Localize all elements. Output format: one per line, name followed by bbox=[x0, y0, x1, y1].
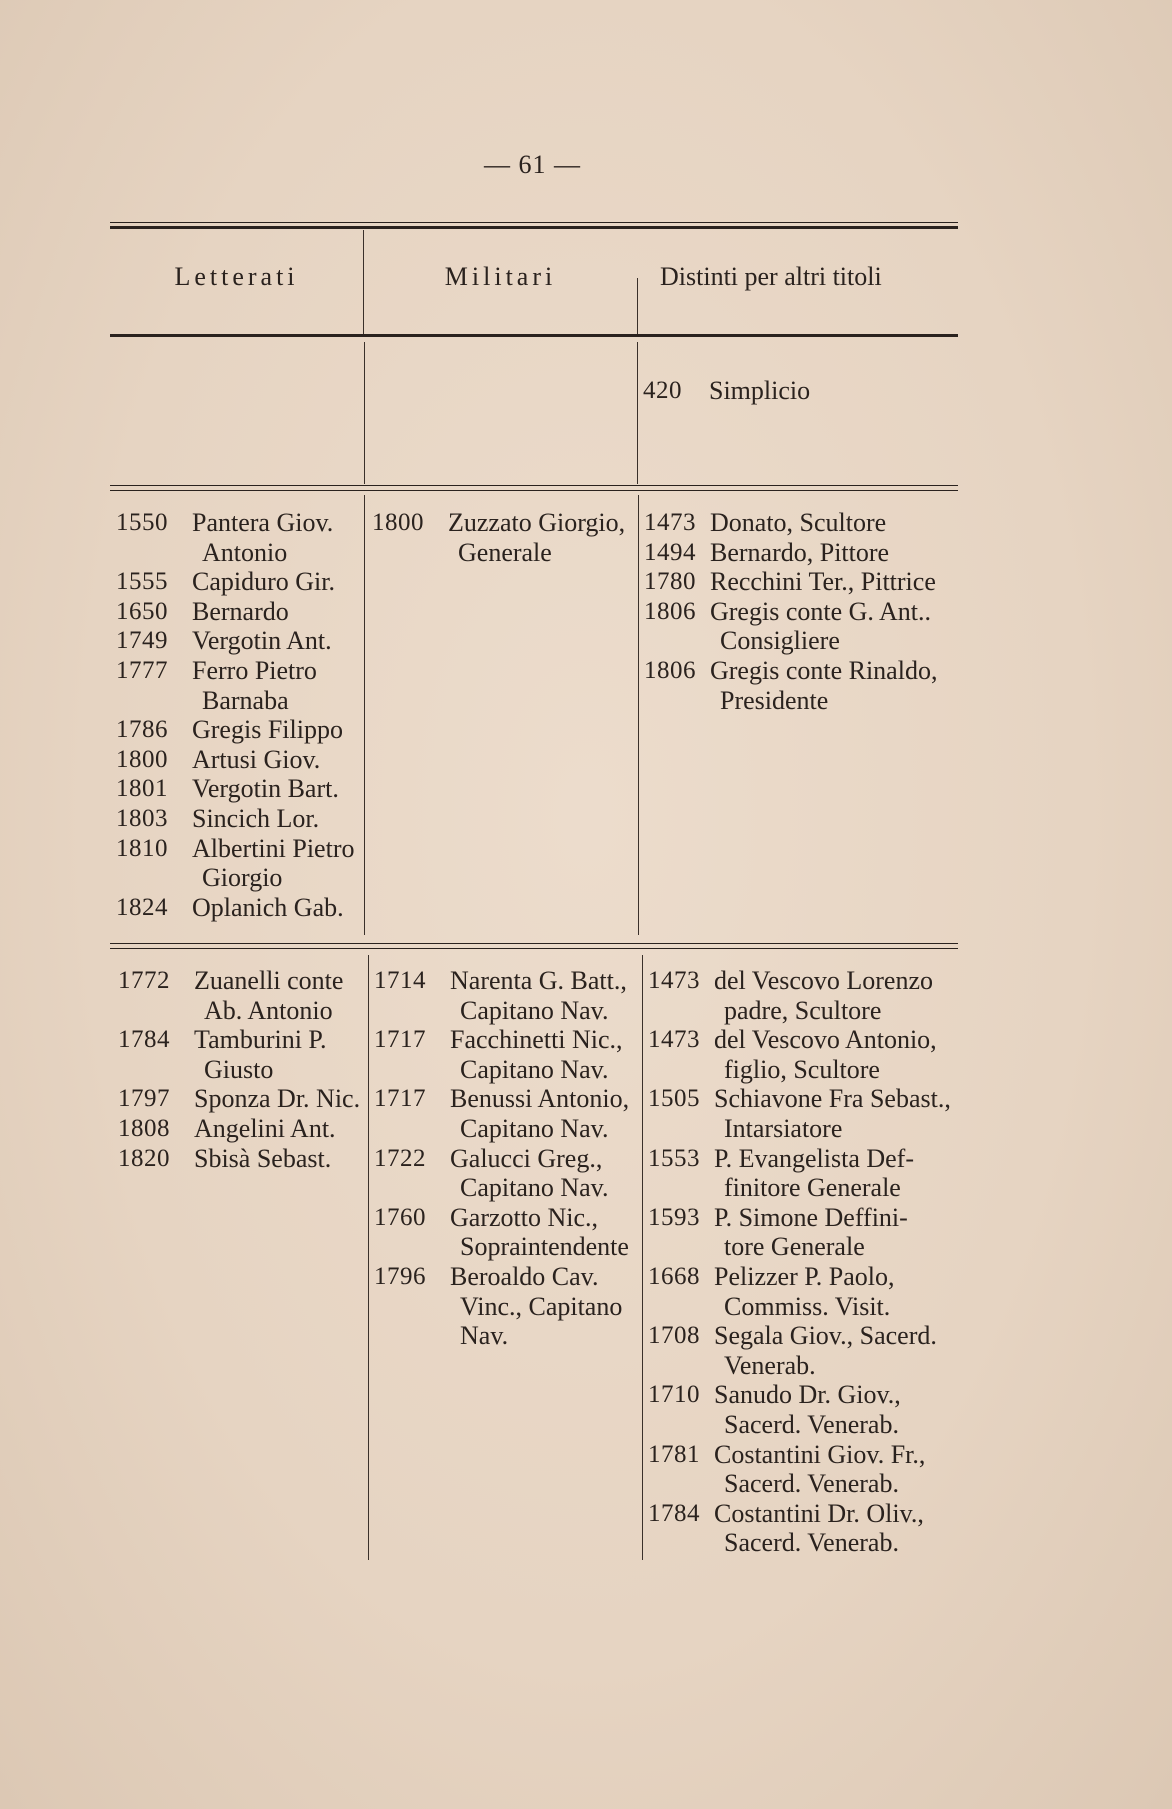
entry-name: Narenta G. Batt., bbox=[450, 966, 627, 995]
entry-year: 1473 bbox=[648, 967, 700, 994]
entry-name: Gregis Filippo bbox=[192, 715, 343, 745]
entry-year: 1555 bbox=[116, 568, 168, 596]
entry-year: 1824 bbox=[116, 893, 168, 921]
section-2-rule-b bbox=[110, 948, 958, 949]
entry-text bbox=[192, 508, 372, 567]
entry-name: Capiduro Gir. bbox=[192, 567, 335, 597]
entry-continuation: Nav. bbox=[460, 1321, 509, 1351]
entry-name: Artusi Giov. bbox=[192, 744, 321, 774]
entry-text bbox=[194, 1025, 374, 1084]
entry-year: 1780 bbox=[644, 568, 696, 596]
entry-letterati bbox=[118, 1114, 374, 1144]
header-letterati: Letterati bbox=[174, 262, 299, 291]
entry-name: Ferro Pietro bbox=[192, 655, 317, 685]
entry-name: Vergotin Ant. bbox=[192, 626, 332, 656]
entry-year: 1717 bbox=[374, 1026, 426, 1054]
entry-continuation: Barnaba bbox=[202, 685, 289, 715]
entry-year: 1800 bbox=[372, 509, 424, 536]
entry-year: 1784 bbox=[648, 1499, 700, 1527]
entry-year: 1710 bbox=[648, 1381, 700, 1409]
entry-continuation: Consigliere bbox=[720, 626, 840, 656]
entry-text bbox=[714, 1499, 960, 1558]
entry-name: P. Evangelista Def- bbox=[714, 1143, 915, 1173]
entry-distinti bbox=[643, 376, 958, 406]
section-2 bbox=[110, 508, 958, 928]
entry-name: P. Simone Deffini- bbox=[714, 1202, 908, 1232]
entry-name: Zuanelli conte bbox=[194, 966, 344, 995]
entry-name: Gregis conte G. Ant.. bbox=[710, 596, 931, 626]
entry-militari bbox=[374, 1084, 646, 1143]
entry-text bbox=[710, 656, 958, 715]
entry-text bbox=[714, 1380, 960, 1439]
entry-year: 1803 bbox=[116, 804, 168, 832]
section-1-divider-2 bbox=[637, 342, 638, 484]
entry-year: 1808 bbox=[118, 1114, 170, 1142]
entry-distinti bbox=[648, 1440, 960, 1499]
entry-distinti bbox=[648, 966, 960, 1025]
entry-name: Recchini Ter., Pittrice bbox=[710, 567, 936, 597]
entry-continuation: Capitano Nav. bbox=[460, 1173, 609, 1203]
entry-continuation: tore Generale bbox=[724, 1232, 865, 1262]
entry-name: Tamburini P. bbox=[194, 1025, 327, 1055]
entry-continuation: Generale bbox=[458, 537, 552, 567]
entry-militari bbox=[374, 966, 646, 1025]
header-bottom-rule bbox=[110, 334, 958, 337]
entry-text bbox=[192, 626, 372, 656]
entry-name: Albertini Pietro bbox=[192, 833, 355, 863]
entry-name: Costantini Dr. Oliv., bbox=[714, 1498, 924, 1528]
section-1-rule-a bbox=[110, 485, 958, 486]
entry-year: 1777 bbox=[116, 656, 168, 684]
header-distinti: Distinti per altri titoli bbox=[660, 262, 882, 291]
entry-year: 1473 bbox=[648, 1026, 700, 1054]
entry-year: 1797 bbox=[118, 1085, 170, 1113]
entry-name: Facchinetti Nic., bbox=[450, 1025, 623, 1055]
entry-name: Simplicio bbox=[709, 376, 811, 405]
section-1-distinti bbox=[643, 376, 958, 406]
section-2-rule-a bbox=[110, 943, 958, 944]
entry-distinti bbox=[644, 567, 958, 597]
entry-text bbox=[194, 966, 374, 1025]
entry-continuation: Sacerd. Venerab. bbox=[724, 1469, 899, 1499]
entry-name: Benussi Antonio, bbox=[450, 1084, 630, 1114]
entry-continuation: Antonio bbox=[202, 537, 288, 567]
entry-year: 1714 bbox=[374, 967, 426, 994]
entry-continuation: Presidente bbox=[720, 685, 829, 715]
entry-continuation: Giorgio bbox=[202, 863, 283, 893]
entry-text bbox=[450, 1025, 646, 1084]
entry-name: Sponza Dr. Nic. bbox=[194, 1084, 361, 1114]
entry-distinti bbox=[644, 656, 958, 715]
entry-letterati bbox=[116, 834, 372, 893]
entry-name: Garzotto Nic., bbox=[450, 1202, 599, 1232]
entry-name: del Vescovo Lorenzo bbox=[714, 966, 934, 995]
entry-text bbox=[710, 508, 958, 538]
entry-year: 1760 bbox=[374, 1203, 426, 1231]
entry-letterati bbox=[116, 893, 372, 923]
entry-distinti bbox=[648, 1262, 960, 1321]
entry-text bbox=[192, 715, 372, 745]
entry-text bbox=[192, 745, 372, 775]
entry-distinti bbox=[644, 538, 958, 568]
entry-continuation: Venerab. bbox=[724, 1350, 816, 1380]
entry-year: 1473 bbox=[644, 509, 696, 536]
entry-continuation: Sopraintendente bbox=[460, 1232, 629, 1262]
entry-name: Costantini Giov. Fr., bbox=[714, 1439, 926, 1469]
entry-letterati bbox=[116, 626, 372, 656]
entry-letterati bbox=[116, 745, 372, 775]
entry-name: Donato, Scultore bbox=[710, 508, 887, 537]
entry-year: 1505 bbox=[648, 1085, 700, 1113]
entry-text bbox=[192, 597, 372, 627]
entry-text bbox=[710, 567, 958, 597]
entry-militari bbox=[374, 1144, 646, 1203]
entry-text bbox=[194, 1084, 374, 1114]
entry-year: 1772 bbox=[118, 967, 170, 994]
entry-year: 1786 bbox=[116, 716, 168, 744]
entry-militari bbox=[372, 508, 644, 567]
entry-text bbox=[192, 774, 372, 804]
entry-letterati bbox=[116, 774, 372, 804]
entry-continuation: Capitano Nav. bbox=[460, 1113, 609, 1143]
entry-militari bbox=[374, 1025, 646, 1084]
entry-letterati bbox=[116, 597, 372, 627]
section-2-letterati bbox=[116, 508, 372, 922]
entry-year: 1806 bbox=[644, 656, 696, 684]
entry-year: 1553 bbox=[648, 1144, 700, 1172]
entry-year: 1722 bbox=[374, 1144, 426, 1172]
entry-name: Angelini Ant. bbox=[194, 1113, 336, 1143]
section-3-distinti bbox=[648, 966, 960, 1558]
entry-text bbox=[192, 893, 372, 923]
section-1-rule-b bbox=[110, 490, 958, 491]
entry-continuation: Sacerd. Venerab. bbox=[724, 1528, 899, 1558]
entry-letterati bbox=[116, 508, 372, 567]
entry-year: 1650 bbox=[116, 597, 168, 625]
entry-name: Sbisà Sebast. bbox=[194, 1143, 332, 1173]
entry-year: 1749 bbox=[116, 627, 168, 655]
entry-letterati bbox=[118, 1025, 374, 1084]
entry-text bbox=[192, 656, 372, 715]
entry-year: 420 bbox=[643, 377, 682, 404]
entry-distinti bbox=[644, 597, 958, 656]
entry-text bbox=[192, 804, 372, 834]
entry-continuation: Intarsiatore bbox=[724, 1113, 843, 1143]
entry-distinti bbox=[648, 1025, 960, 1084]
entry-year: 1781 bbox=[648, 1440, 700, 1468]
entry-text bbox=[194, 1114, 374, 1144]
top-rule-thick bbox=[110, 226, 958, 229]
entry-continuation: Capitano Nav. bbox=[460, 1054, 609, 1084]
entry-name: Bernardo bbox=[192, 596, 289, 626]
entry-text bbox=[192, 567, 372, 597]
entry-continuation: padre, Scultore bbox=[724, 995, 882, 1025]
entry-text bbox=[450, 966, 646, 1025]
entry-year: 1800 bbox=[116, 745, 168, 773]
entry-text bbox=[714, 1321, 960, 1380]
header-divider-2 bbox=[637, 278, 638, 335]
section-2-militari bbox=[372, 508, 644, 567]
entry-text bbox=[714, 1203, 960, 1262]
section-2-distinti bbox=[644, 508, 958, 715]
entry-year: 1494 bbox=[644, 538, 696, 566]
entry-text bbox=[192, 834, 372, 893]
entry-continuation: Commiss. Visit. bbox=[724, 1291, 891, 1321]
entry-text bbox=[450, 1144, 646, 1203]
section-3-divider-2 bbox=[642, 955, 643, 1560]
entry-name: Sincich Lor. bbox=[192, 803, 320, 833]
entry-year: 1796 bbox=[374, 1262, 426, 1290]
entry-letterati bbox=[118, 1084, 374, 1114]
entry-text bbox=[448, 508, 644, 567]
entry-continuation: Vinc., Capitano bbox=[460, 1291, 623, 1321]
entry-text bbox=[714, 966, 960, 1025]
entry-letterati bbox=[118, 966, 374, 1025]
entry-distinti bbox=[648, 1321, 960, 1380]
entry-name: del Vescovo Antonio, bbox=[714, 1025, 937, 1055]
entry-letterati bbox=[116, 715, 372, 745]
entry-text bbox=[194, 1144, 374, 1174]
page-number: — 61 — bbox=[484, 150, 581, 179]
entry-letterati bbox=[116, 804, 372, 834]
entry-text bbox=[714, 1144, 960, 1203]
section-3 bbox=[110, 966, 958, 1566]
entry-text bbox=[450, 1084, 646, 1143]
entry-name: Oplanich Gab. bbox=[192, 892, 344, 922]
entry-year: 1550 bbox=[116, 509, 168, 536]
entry-distinti bbox=[648, 1203, 960, 1262]
entry-continuation: finitore Generale bbox=[724, 1173, 901, 1203]
entry-text bbox=[714, 1262, 960, 1321]
entry-text bbox=[714, 1084, 960, 1143]
entry-year: 1668 bbox=[648, 1262, 700, 1290]
entry-name: Beroaldo Cav. bbox=[450, 1261, 599, 1291]
entry-year: 1810 bbox=[116, 834, 168, 862]
section-1-divider-1 bbox=[364, 342, 365, 484]
entry-distinti bbox=[648, 1380, 960, 1439]
entry-text bbox=[710, 597, 958, 656]
entry-name: Zuzzato Giorgio, bbox=[448, 508, 626, 537]
entry-militari bbox=[374, 1262, 646, 1351]
entry-distinti bbox=[648, 1084, 960, 1143]
entry-continuation: Ab. Antonio bbox=[204, 995, 333, 1025]
entry-text bbox=[710, 538, 958, 568]
entry-text bbox=[450, 1203, 646, 1262]
entry-militari bbox=[374, 1203, 646, 1262]
entry-letterati bbox=[116, 656, 372, 715]
entry-name: Gregis conte Rinaldo, bbox=[710, 655, 938, 685]
entry-continuation: figlio, Scultore bbox=[724, 1054, 880, 1084]
entry-text bbox=[714, 1025, 960, 1084]
entry-year: 1784 bbox=[118, 1026, 170, 1054]
section-2-divider-2 bbox=[638, 495, 639, 935]
entry-name: Galucci Greg., bbox=[450, 1143, 603, 1173]
entry-name: Schiavone Fra Sebast., bbox=[714, 1084, 951, 1114]
header-militari: Militari bbox=[444, 262, 557, 291]
entry-year: 1801 bbox=[116, 775, 168, 803]
entry-continuation: Giusto bbox=[204, 1054, 274, 1084]
entry-year: 1806 bbox=[644, 597, 696, 625]
entry-year: 1593 bbox=[648, 1203, 700, 1231]
entry-year: 1708 bbox=[648, 1322, 700, 1350]
section-3-letterati bbox=[118, 966, 374, 1173]
section-3-divider-1 bbox=[368, 955, 369, 1560]
entry-distinti bbox=[648, 1499, 960, 1558]
entry-name: Vergotin Bart. bbox=[192, 774, 339, 804]
entry-name: Bernardo, Pittore bbox=[710, 537, 890, 567]
top-rule-thin bbox=[110, 222, 958, 223]
entry-letterati bbox=[118, 1144, 374, 1174]
entry-name: Segala Giov., Sacerd. bbox=[714, 1321, 937, 1351]
section-2-divider-1 bbox=[364, 495, 365, 935]
entry-name: Sanudo Dr. Giov., bbox=[714, 1380, 901, 1410]
entry-continuation: Sacerd. Venerab. bbox=[724, 1409, 899, 1439]
entry-continuation: Capitano Nav. bbox=[460, 995, 609, 1025]
entry-distinti bbox=[648, 1144, 960, 1203]
entry-text bbox=[709, 376, 958, 406]
entry-distinti bbox=[644, 508, 958, 538]
header-divider-1 bbox=[363, 230, 364, 335]
entry-year: 1820 bbox=[118, 1144, 170, 1172]
section-3-militari bbox=[374, 966, 646, 1351]
section-1 bbox=[110, 376, 958, 486]
entry-text bbox=[450, 1262, 646, 1351]
entry-name: Pantera Giov. bbox=[192, 508, 334, 537]
entry-year: 1717 bbox=[374, 1085, 426, 1113]
entry-text bbox=[714, 1440, 960, 1499]
entry-name: Pelizzer P. Paolo, bbox=[714, 1261, 895, 1291]
entry-letterati bbox=[116, 567, 372, 597]
